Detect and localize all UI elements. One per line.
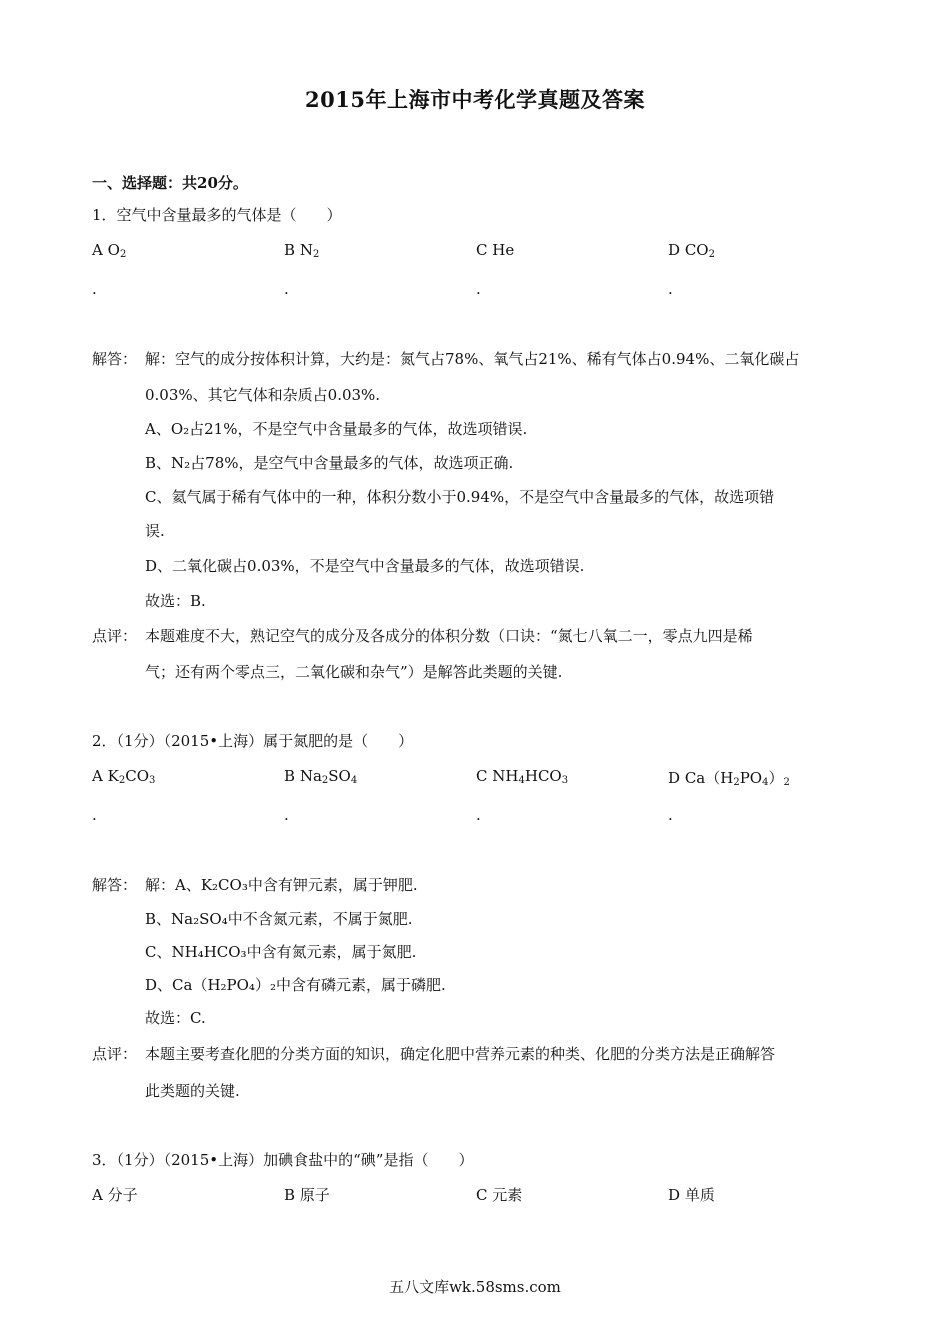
q3-option-a-letter: A: [92, 1186, 103, 1204]
q2-option-d[interactable]: [668, 767, 790, 788]
q1-option-b-text: $N_2$: [299, 241, 320, 260]
q2-option-a-dot: .: [92, 806, 97, 824]
q2-comment-line: 此类题的关键.: [145, 1082, 240, 1100]
q3-option-d-text: 单质: [684, 1186, 715, 1204]
q2-option-a-text: $K_2CO_3$: [107, 767, 156, 786]
q1-option-d-letter: D: [668, 241, 681, 259]
q1-answer-line: C、氦气属于稀有气体中的一种，体积分数小于0.94%，不是空气中含量最多的气体，故选项错: [145, 488, 775, 506]
q1-option-a-dot: .: [92, 280, 97, 298]
q1-option-c[interactable]: [476, 241, 514, 259]
q3-option-b-text: 原子: [299, 1186, 330, 1204]
q3-option-c-text: 元素: [492, 1186, 523, 1204]
q1-option-a-text: $O_2$: [107, 241, 127, 260]
q1-option-a-letter: A: [92, 241, 103, 259]
q2-option-d-text: $Ca(H_2PO_4)_2$: [684, 769, 790, 788]
q2-option-b[interactable]: [284, 767, 357, 785]
question-2-stem: 2．（1分）（2015•上海）属于氮肥的是（ ）: [92, 732, 414, 750]
q2-option-d-dot: .: [668, 806, 673, 824]
q1-answer-line: 0.03%、其它气体和杂质占0.03%.: [145, 386, 381, 404]
q1-option-c-letter: C: [476, 241, 488, 259]
q2-option-b-text: $Na_2SO_4$: [299, 767, 358, 786]
q2-comment-line: 本题主要考查化肥的分类方面的知识，确定化肥中营养元素的种类、化肥的分类方法是正确解答: [145, 1045, 776, 1063]
q3-option-a[interactable]: [92, 1184, 138, 1205]
q1-option-b-letter: B: [284, 241, 296, 259]
q1-answer-line: 解：空气的成分按体积计算，大约是：氮气占78%、氧气占21%、稀有气体占0.94%、二氧化碳占: [145, 350, 800, 368]
q1-option-d[interactable]: [668, 241, 715, 259]
question-1-stem: 1．空气中含量最多的气体是（ ）: [92, 206, 342, 224]
q2-option-b-dot: .: [284, 806, 289, 824]
q1-comment-line: 气；还有两个零点三，二氧化碳和杂气”）是解答此类题的关键.: [145, 663, 563, 681]
section-heading: 一、选择题：共20分。: [92, 174, 248, 192]
q1-option-b-dot: .: [284, 280, 289, 298]
q2-option-b-letter: B: [284, 767, 296, 785]
q3-option-b-letter: B: [284, 1186, 296, 1204]
q1-option-c-dot: .: [476, 280, 481, 298]
page-title: 2015年上海市中考化学真题及答案: [305, 87, 645, 112]
q2-answer-line: B、Na₂SO₄中不含氮元素，不属于氮肥.: [145, 910, 413, 928]
q3-option-c-letter: C: [476, 1186, 488, 1204]
question-3-stem: 3．（1分）（2015•上海）加碘食盐中的“碘”是指（ ）: [92, 1151, 474, 1169]
q3-option-d[interactable]: [668, 1184, 715, 1205]
q1-comment-line: 本题难度不大，熟记空气的成分及各成分的体积分数（口诀：“氮七八氧二一，零点九四是稀: [145, 627, 753, 645]
q2-option-c[interactable]: [476, 767, 568, 785]
q1-answer-label: 解答：: [92, 350, 138, 368]
q2-answer-label: 解答：: [92, 876, 138, 894]
q1-answer-line: 故选：B.: [145, 592, 206, 610]
q1-answer-line: A、O₂占21%，不是空气中含量最多的气体，故选项错误.: [145, 420, 528, 438]
q3-option-c[interactable]: [476, 1184, 522, 1205]
q2-answer-line: 故选：C.: [145, 1009, 206, 1027]
q1-option-d-dot: .: [668, 280, 673, 298]
q2-option-a[interactable]: [92, 767, 155, 785]
q2-answer-line: C、NH₄HCO₃中含有氮元素，属于氮肥.: [145, 943, 417, 961]
q1-answer-line: 误.: [145, 522, 165, 540]
q1-option-a[interactable]: [92, 241, 126, 259]
q2-comment-label: 点评：: [92, 1045, 138, 1063]
q2-answer-line: 解：A、K₂CO₃中含有钾元素，属于钾肥.: [145, 876, 418, 894]
q1-option-d-text: $CO_2$: [684, 241, 715, 260]
q1-answer-line: D、二氧化碳占0.03%，不是空气中含量最多的气体，故选项错误.: [145, 557, 585, 575]
page-footer: 五八文库wk.58sms.com: [389, 1278, 561, 1296]
q3-option-b[interactable]: [284, 1184, 330, 1205]
q3-option-d-letter: D: [668, 1186, 681, 1204]
q2-option-c-letter: C: [476, 767, 488, 785]
q1-comment-label: 点评：: [92, 627, 138, 645]
q1-option-c-text: He: [492, 241, 515, 259]
q2-option-c-dot: .: [476, 806, 481, 824]
q2-option-c-text: $NH_4HCO_3$: [492, 767, 569, 786]
q2-option-a-letter: A: [92, 767, 103, 785]
q2-option-d-letter: D: [668, 769, 681, 787]
q1-option-b[interactable]: [284, 241, 319, 259]
q2-answer-line: D、Ca（H₂PO₄）₂中含有磷元素，属于磷肥.: [145, 976, 446, 994]
q3-option-a-text: 分子: [107, 1186, 138, 1204]
q1-answer-line: B、N₂占78%，是空气中含量最多的气体，故选项正确.: [145, 454, 514, 472]
